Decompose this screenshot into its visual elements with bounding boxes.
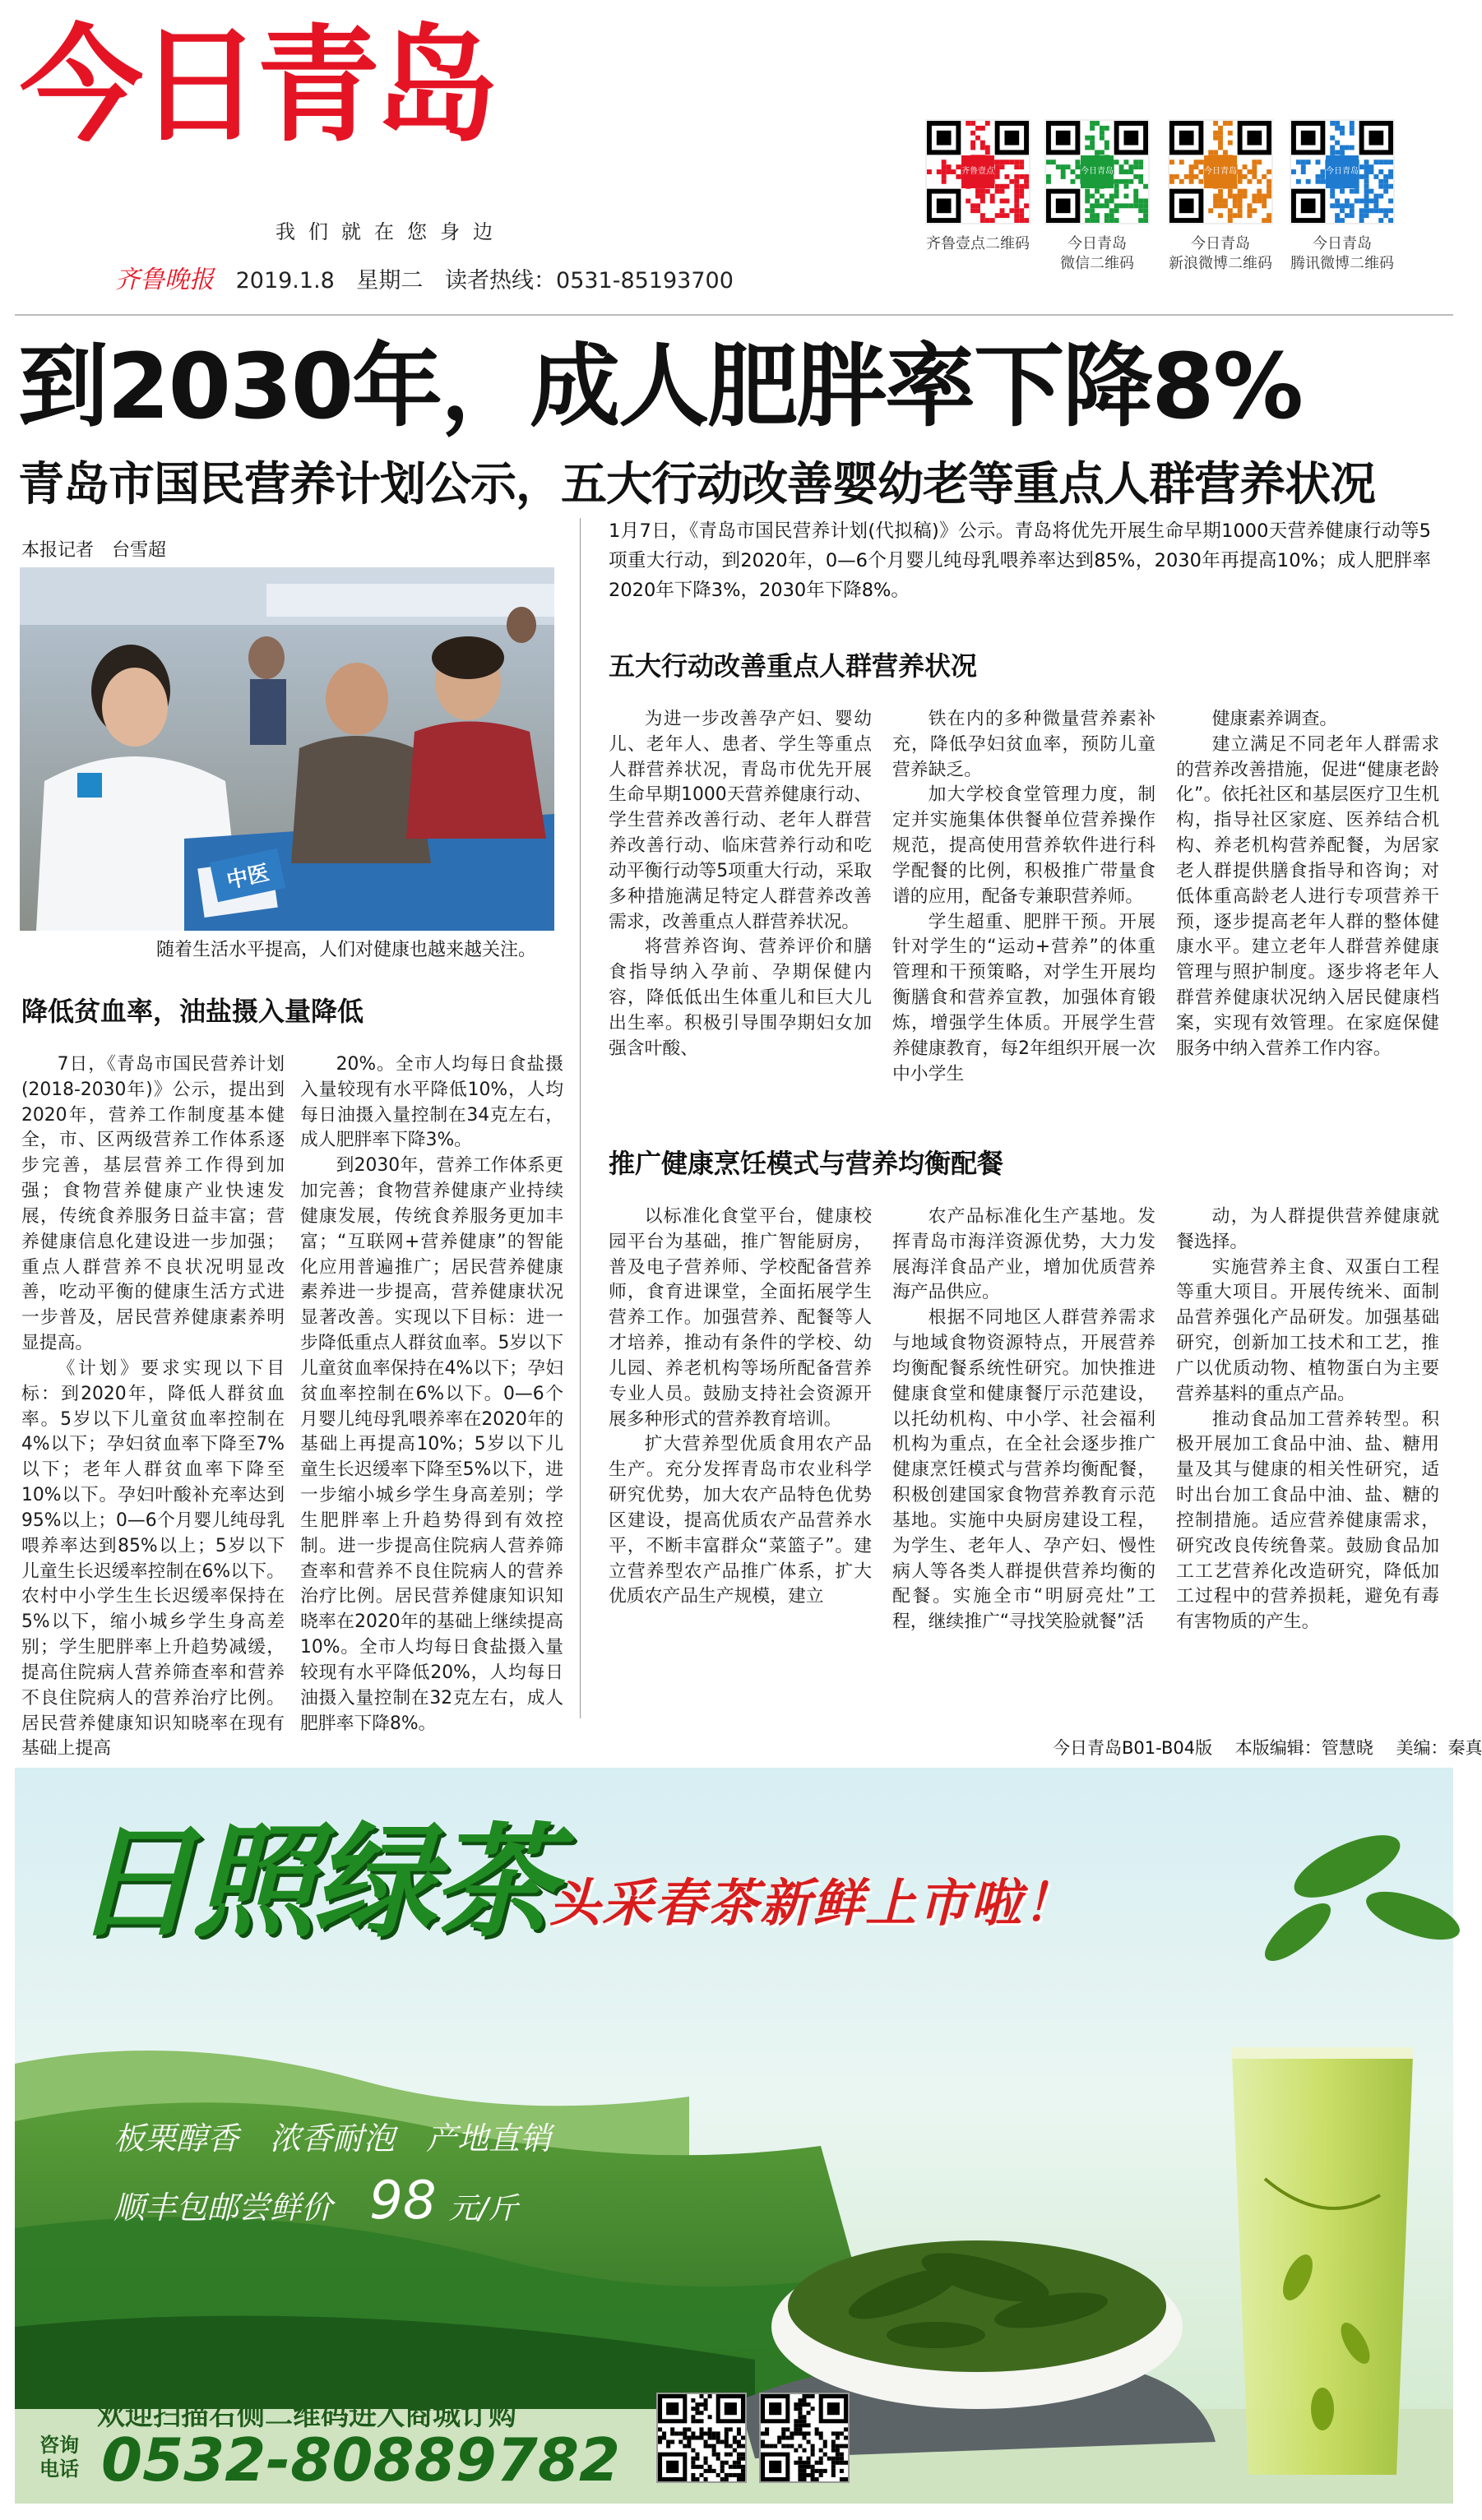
ad-qr-code[interactable] xyxy=(656,2393,747,2483)
section2-column-2 xyxy=(892,707,1155,1114)
section1-column-1 xyxy=(21,1052,285,1759)
paragraph: 推动食品加工营养转型。积极开展加工食品中油、盐、糖用量及其与健康的相关性研究，适时出台加工食品中油、盐、糖的控制措施。适应营养健康需求，研究改良传统鲁菜。鼓励食品加工工艺营养化改造研究，降低加工过程中的营养损耗，避免有毒有害物质的产生。 xyxy=(1176,1408,1439,1633)
paragraph: 7日，《青岛市国民营养计划(2018-2030年)》公示，提出到2020年，营养工作制度基本健全，市、区两级营养工作体系逐步完善，基层营养工作得到加强；食物营养健康产业快速发展，传统食养服务日益丰富；营养健康信息化建设进一步加强；重点人群营养不良状况明显改善，吃动平衡的健康生活方式进一步普及，居民营养健康素养明显提高。 xyxy=(21,1054,285,1354)
section2-title: 五大行动改善重点人群营养状况 xyxy=(609,650,978,682)
paragraph: 以标准化食堂平台，健康校园平台为基础，推广智能厨房，普及电子营养师、学校配备营养师，食育进课堂，全面拓展学生营养工作。加强营养、配餐等人才培养，推动有条件的学校、幼儿园、养老机构等场所配备营养专业人员。鼓励支持社会资源开展多种形式的营养教育培训。 xyxy=(609,1206,872,1430)
paragraph: 为进一步改善孕产妇、婴幼儿、老年人、患者、学生等重点人群营养状况，青岛市优先开展生命早期1000天营养健康行动、学生营养改善行动、老年人群营养改善行动、临床营养行动和吃动平衡行动等5项重大行动，采取多种措施满足特定人群营养改善需求，改善重点人群营养状况。 xyxy=(609,709,872,932)
paragraph: 铁在内的多种微量营养素补充，降低孕妇贫血率，预防儿童营养缺乏。 xyxy=(892,709,1155,780)
paragraph: 农产品标准化生产基地。发挥青岛市海洋资源优势，大力发展海洋食品产业，增加优质营养海产品供应。 xyxy=(892,1206,1155,1303)
reader-hotline: 读者热线：0531-85193700 xyxy=(445,268,734,294)
section3-title: 推广健康烹饪模式与营养均衡配餐 xyxy=(609,1148,1004,1179)
page-designer: 美编：秦真 xyxy=(1396,1738,1482,1758)
paragraph: 根据不同地区人群营养需求与地域食物资源特点，开展营养均衡配餐系统性研究。加快推进健康食堂和健康餐厅示范建设，以托幼机构、中小学、社会福利机构为重点，在全社会逐步推广健康烹饪模式与营养均衡配餐，积极创建国家食物营养教育示范基地。实施中央厨房建设工程，为学生、老年人、孕产妇、慢性病人等各类人群提供营养均衡的配餐。实施全市“明厨亮灶”工程，继续推广“寻找笑脸就餐”活 xyxy=(892,1307,1155,1633)
ad-scan-note: 欢迎扫描右侧二维码进入商城订购 xyxy=(97,2399,516,2432)
byline: 本报记者 台雪超 xyxy=(21,540,167,561)
paragraph: 《计划》要求实现以下目标：到2020年，降低人群贫血率。5岁以下儿童贫血率控制在4%以下；孕妇贫血率下降至7%以下；老年人群贫血率下降至10%以下。孕妇叶酸补充率达到95%以上；0—6个月婴儿纯母乳喂养率达到85%以上；5岁以下儿童生长迟缓率控制在6%以下。农村中小学生生长迟缓率保持在5%以下，缩小城乡学生身高差别；学生肥胖率上升趋势减缓，提高住院病人营养筛查率和营养不良住院病人的营养治疗比例。居民营养健康知识知晓率在现有基础上提高 xyxy=(21,1357,285,1759)
paragraph: 建立满足不同老年人群需求的营养改善措施，促进“健康老龄化”。依托社区和基层医疗卫生机构，指导社区家庭、医养结合机构、养老机构营养配餐，为居家老人群提供膳食指导和咨询；对低体重高龄老人进行专项营养干预，逐步提高老年人群的整体健康水平。建立老年人群营养健康管理与照护制度。逐步将老年人群营养健康状况纳入居民健康档案，实现有效管理。在家庭保健服务中纳入营养工作内容。 xyxy=(1176,733,1439,1059)
ad-price-unit: 元/斤 xyxy=(448,2192,518,2226)
ad-price: 98 xyxy=(369,2171,437,2231)
ad-phone-label: 咨询 电话 xyxy=(39,2434,79,2481)
subheadline: 青岛市国民营养计划公示，五大行动改善婴幼老等重点人群营养状况 xyxy=(18,458,1375,511)
tea-advertisement xyxy=(15,1768,1453,2504)
ad-phone: 0532-80889782 xyxy=(101,2425,621,2495)
section3-column-1 xyxy=(609,1205,872,1718)
paragraph: 动，为人群提供营养健康就餐选择。 xyxy=(1176,1206,1439,1252)
paragraph: 扩大营养型优质食用农产品生产。充分发挥青岛市农业科学研究优势，加大农产品特色优势区建设，提高优质农产品营养水平，不断丰富群众“菜篮子”。建立营养型农产品推广体系，扩大优质农产品生产规模，建立 xyxy=(609,1434,872,1607)
newspaper-brand: 齐鲁晚报 xyxy=(115,266,214,294)
section2-column-1 xyxy=(609,707,872,1114)
section1-title: 降低贫血率，油盐摄入量降低 xyxy=(21,996,364,1027)
photo-caption: 随着生活水平提高，人们对健康也越来越关注。 xyxy=(156,940,537,960)
photo-sign: 中医 xyxy=(210,848,285,902)
paragraph: 将营养咨询、营养评价和膳食指导纳入孕前、孕期保健内容，降低低出生体重儿和巨大儿出生率。积极引导围孕期妇女加强含叶酸、 xyxy=(609,936,872,1059)
paragraph: 到2030年，营养工作体系更加完善；食物营养健康产业持续健康发展，传统食养服务更加丰富；“互联网+营养健康”的智能化应用普遍推广；居民营养健康素养进一步提高，营养健康状况显著改善。实现以下目标：进一步降低重点人群贫血率。5岁以下儿童贫血率保持在4%以下；孕妇贫血率控制在6%以下。0—6个月婴儿纯母乳喂养率在2020年的基础上再提高10%；5岁以下儿童生长迟缓率下降至5%以下，进一步缩小城乡学生身高差别；学生肥胖率上升趋势得到有效控制。进一步提高住院病人营养筛查率和营养不良住院病人的营养治疗比例。居民营养健康知识知晓率在2020年的基础上继续提高10%。全市人均每日食盐摄入量较现有水平降低20%，人均每日油摄入量控制在32克左右，成人肥胖率下降8%。 xyxy=(300,1155,563,1734)
ad-brand: 日照绿茶 xyxy=(72,1811,553,1954)
qr-center-logo: 齐鲁壹点 xyxy=(961,155,994,188)
headline: 到2030年，成人肥胖率下降8% xyxy=(18,334,1302,439)
ad-offer-label: 顺丰包邮尝鲜价 xyxy=(113,2189,333,2226)
section1-column-2 xyxy=(300,1052,563,1734)
column-divider xyxy=(580,518,581,1718)
masthead-divider xyxy=(15,314,1453,316)
masthead-slogan: 我们就在您身边 xyxy=(276,220,506,243)
masthead-meta xyxy=(115,259,748,295)
paragraph: 学生超重、肥胖干预。开展针对学生的“运动+营养”的体重管理和干预策略，对学生开展均衡膳食和营养宣教，加强体育锻炼，增强学生体质。开展学生营养健康教育，每2年组织开展一次中小学生 xyxy=(892,911,1155,1084)
section3-column-2 xyxy=(892,1205,1155,1718)
page-editor: 本版编辑：管慧晓 xyxy=(1234,1738,1373,1758)
paragraph: 健康素养调查。 xyxy=(1211,709,1338,729)
qr-caption: 今日青岛 腾讯微博二维码 xyxy=(1290,235,1394,273)
qr-center-logo: 今日青岛 xyxy=(1081,155,1114,188)
page-range: 今日青岛B01-B04版 xyxy=(1053,1738,1213,1758)
section3-column-3 xyxy=(1176,1205,1439,1718)
qr-caption: 齐鲁壹点二维码 xyxy=(926,235,1030,252)
ad-offer xyxy=(113,2171,518,2231)
qr-center-logo: 今日青岛 xyxy=(1326,155,1359,188)
ad-qr-code-2[interactable] xyxy=(759,2393,850,2483)
paragraph: 20%。全市人均每日食盐摄入量较现有水平降低10%，人均每日油摄入量控制在34克左右，成人肥胖率下降3%。 xyxy=(300,1054,563,1151)
qr-center-logo: 今日青岛 xyxy=(1204,155,1237,188)
paragraph: 加大学校食堂管理力度，制定并实施集体供餐单位营养操作规范，提高使用营养软件进行科学配餐的比例，积极推广带量食谱的应用，配备专兼职营养师。 xyxy=(892,784,1155,907)
section2-column-3 xyxy=(1176,707,1439,1114)
masthead-logo: 今日青岛 xyxy=(20,13,494,160)
article-lede: 1月7日，《青岛市国民营养计划(代拟稿)》公示。青岛将优先开展生命早期1000天营养健康行动等5项重大行动，到2020年，0—6个月婴儿纯母乳喂养率达到85%，2030年再提高10%；成人肥胖率2020年下降3%，2030年下降8%。 xyxy=(609,520,1431,601)
issue-date: 2019.1.8 xyxy=(235,268,335,294)
issue-weekday: 星期二 xyxy=(356,268,424,294)
article-photo xyxy=(20,567,554,931)
qr-caption: 今日青岛 微信二维码 xyxy=(1060,235,1134,273)
page-footer xyxy=(1053,1735,1482,1759)
paragraph: 实施营养主食、双蛋白工程等重大项目。开展传统米、面制品营养强化产品研发。加强基础研究，创新加工技术和工艺，推广以优质动物、植物蛋白为主要营养基料的重点产品。 xyxy=(1176,1256,1439,1404)
qr-caption: 今日青岛 新浪微博二维码 xyxy=(1169,235,1272,273)
ad-tagline: 头采春茶新鲜上市啦！ xyxy=(549,1873,1077,1933)
ad-features: 板栗醇香 浓香耐泡 产地直销 xyxy=(113,2120,552,2157)
